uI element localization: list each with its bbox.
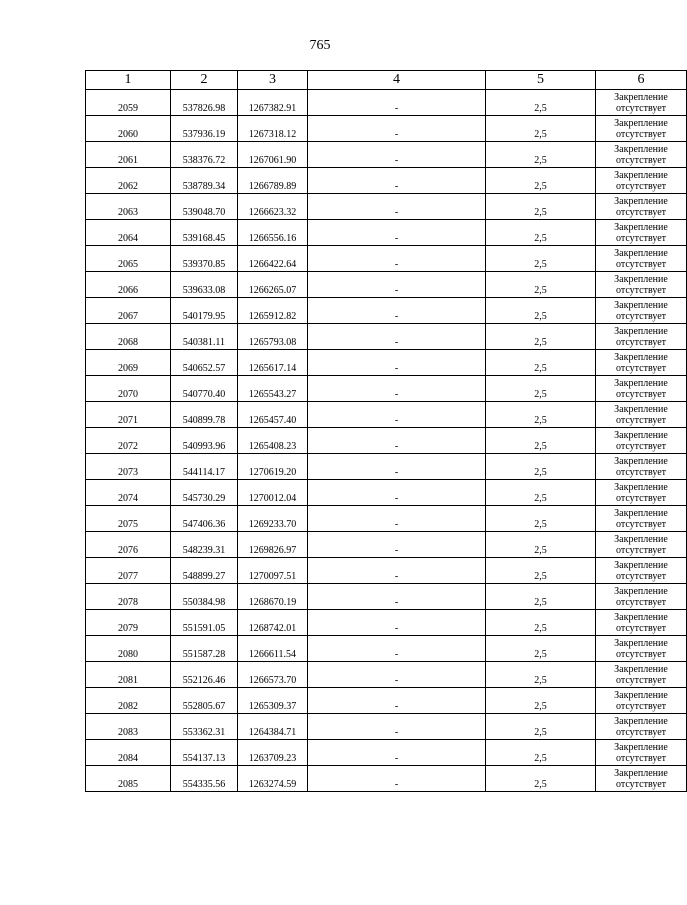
x-coordinate-cell: 551591.05 [171,610,238,636]
y-coordinate-cell: 1266422.64 [238,246,308,272]
y-coordinate-cell: 1270012.04 [238,480,308,506]
y-coordinate-cell: 1270097.51 [238,558,308,584]
y-coordinate-cell: 1267382.91 [238,90,308,116]
column-5-cell: 2,5 [486,636,596,662]
column-5-cell: 2,5 [486,324,596,350]
fixation-cell: Закрепление отсутствует [596,324,687,350]
column-4-cell: - [308,532,486,558]
column-4-cell: - [308,662,486,688]
column-4-cell: - [308,558,486,584]
fixation-cell: Закрепление отсутствует [596,350,687,376]
x-coordinate-cell: 539633.08 [171,272,238,298]
column-5-cell: 2,5 [486,428,596,454]
column-4-cell: - [308,480,486,506]
column-4-cell: - [308,350,486,376]
point-number-cell: 2084 [86,740,171,766]
x-coordinate-cell: 540179.95 [171,298,238,324]
point-number-cell: 2081 [86,662,171,688]
x-coordinate-cell: 539048.70 [171,194,238,220]
y-coordinate-cell: 1264384.71 [238,714,308,740]
point-number-cell: 2066 [86,272,171,298]
column-5-cell: 2,5 [486,90,596,116]
y-coordinate-cell: 1267061.90 [238,142,308,168]
x-coordinate-cell: 540652.57 [171,350,238,376]
column-header: 2 [171,71,238,90]
column-header: 6 [596,71,687,90]
column-header: 5 [486,71,596,90]
table-row [86,246,687,272]
table-row [86,740,687,766]
point-number-cell: 2071 [86,402,171,428]
fixation-cell: Закрепление отсутствует [596,194,687,220]
column-5-cell: 2,5 [486,506,596,532]
column-4-cell: - [308,194,486,220]
table-header-row [86,71,687,90]
table-row [86,610,687,636]
x-coordinate-cell: 551587.28 [171,636,238,662]
y-coordinate-cell: 1266573.70 [238,662,308,688]
y-coordinate-cell: 1268742.01 [238,610,308,636]
column-header: 1 [86,71,171,90]
column-5-cell: 2,5 [486,480,596,506]
column-header: 3 [238,71,308,90]
fixation-cell: Закрепление отсутствует [596,532,687,558]
column-5-cell: 2,5 [486,194,596,220]
y-coordinate-cell: 1265457.40 [238,402,308,428]
column-5-cell: 2,5 [486,402,596,428]
column-4-cell: - [308,90,486,116]
column-4-cell: - [308,636,486,662]
column-4-cell: - [308,506,486,532]
x-coordinate-cell: 538376.72 [171,142,238,168]
column-5-cell: 2,5 [486,714,596,740]
point-number-cell: 2064 [86,220,171,246]
column-5-cell: 2,5 [486,740,596,766]
fixation-cell: Закрепление отсутствует [596,272,687,298]
column-5-cell: 2,5 [486,454,596,480]
column-5-cell: 2,5 [486,584,596,610]
x-coordinate-cell: 540381.11 [171,324,238,350]
table-row [86,688,687,714]
table-row [86,454,687,480]
column-5-cell: 2,5 [486,116,596,142]
point-number-cell: 2077 [86,558,171,584]
y-coordinate-cell: 1267318.12 [238,116,308,142]
y-coordinate-cell: 1266556.16 [238,220,308,246]
column-5-cell: 2,5 [486,350,596,376]
x-coordinate-cell: 547406.36 [171,506,238,532]
point-number-cell: 2065 [86,246,171,272]
table-row [86,506,687,532]
point-number-cell: 2082 [86,688,171,714]
column-4-cell: - [308,584,486,610]
fixation-cell: Закрепление отсутствует [596,454,687,480]
fixation-cell: Закрепление отсутствует [596,116,687,142]
fixation-cell: Закрепление отсутствует [596,610,687,636]
table-row [86,324,687,350]
x-coordinate-cell: 537826.98 [171,90,238,116]
point-number-cell: 2073 [86,454,171,480]
table-row [86,766,687,792]
column-5-cell: 2,5 [486,662,596,688]
point-number-cell: 2083 [86,714,171,740]
x-coordinate-cell: 539168.45 [171,220,238,246]
y-coordinate-cell: 1266623.32 [238,194,308,220]
fixation-cell: Закрепление отсутствует [596,220,687,246]
column-4-cell: - [308,272,486,298]
column-4-cell: - [308,324,486,350]
column-4-cell: - [308,220,486,246]
point-number-cell: 2068 [86,324,171,350]
table-row [86,558,687,584]
x-coordinate-cell: 552805.67 [171,688,238,714]
column-4-cell: - [308,298,486,324]
fixation-cell: Закрепление отсутствует [596,428,687,454]
x-coordinate-cell: 540993.96 [171,428,238,454]
fixation-cell: Закрепление отсутствует [596,246,687,272]
x-coordinate-cell: 550384.98 [171,584,238,610]
point-number-cell: 2063 [86,194,171,220]
y-coordinate-cell: 1265793.08 [238,324,308,350]
fixation-cell: Закрепление отсутствует [596,558,687,584]
y-coordinate-cell: 1266611.54 [238,636,308,662]
point-number-cell: 2079 [86,610,171,636]
x-coordinate-cell: 538789.34 [171,168,238,194]
x-coordinate-cell: 537936.19 [171,116,238,142]
table-row [86,220,687,246]
x-coordinate-cell: 554335.56 [171,766,238,792]
fixation-cell: Закрепление отсутствует [596,714,687,740]
x-coordinate-cell: 540770.40 [171,376,238,402]
column-4-cell: - [308,168,486,194]
y-coordinate-cell: 1269826.97 [238,532,308,558]
point-number-cell: 2085 [86,766,171,792]
point-number-cell: 2072 [86,428,171,454]
y-coordinate-cell: 1269233.70 [238,506,308,532]
column-5-cell: 2,5 [486,246,596,272]
column-4-cell: - [308,766,486,792]
point-number-cell: 2062 [86,168,171,194]
column-4-cell: - [308,376,486,402]
y-coordinate-cell: 1265408.23 [238,428,308,454]
column-4-cell: - [308,740,486,766]
point-number-cell: 2069 [86,350,171,376]
column-4-cell: - [308,116,486,142]
fixation-cell: Закрепление отсутствует [596,740,687,766]
column-4-cell: - [308,142,486,168]
point-number-cell: 2070 [86,376,171,402]
table-row [86,350,687,376]
column-5-cell: 2,5 [486,610,596,636]
point-number-cell: 2060 [86,116,171,142]
x-coordinate-cell: 548239.31 [171,532,238,558]
fixation-cell: Закрепление отсутствует [596,90,687,116]
column-header: 4 [308,71,486,90]
fixation-cell: Закрепление отсутствует [596,480,687,506]
point-number-cell: 2061 [86,142,171,168]
column-5-cell: 2,5 [486,688,596,714]
table-row [86,272,687,298]
y-coordinate-cell: 1268670.19 [238,584,308,610]
column-5-cell: 2,5 [486,142,596,168]
column-4-cell: - [308,610,486,636]
table-row [86,116,687,142]
y-coordinate-cell: 1265912.82 [238,298,308,324]
x-coordinate-cell: 539370.85 [171,246,238,272]
table-body [86,90,687,792]
y-coordinate-cell: 1266789.89 [238,168,308,194]
x-coordinate-cell: 544114.17 [171,454,238,480]
column-5-cell: 2,5 [486,558,596,584]
table-row [86,662,687,688]
table-row [86,480,687,506]
table-row [86,376,687,402]
table-row [86,636,687,662]
table-row [86,584,687,610]
x-coordinate-cell: 548899.27 [171,558,238,584]
fixation-cell: Закрепление отсутствует [596,662,687,688]
table-row [86,298,687,324]
x-coordinate-cell: 540899.78 [171,402,238,428]
coordinates-table [85,70,687,792]
table-row [86,168,687,194]
point-number-cell: 2076 [86,532,171,558]
point-number-cell: 2075 [86,506,171,532]
page-number: 765 [309,38,331,53]
table-row [86,402,687,428]
column-5-cell: 2,5 [486,272,596,298]
point-number-cell: 2080 [86,636,171,662]
fixation-cell: Закрепление отсутствует [596,142,687,168]
point-number-cell: 2059 [86,90,171,116]
fixation-cell: Закрепление отсутствует [596,298,687,324]
column-4-cell: - [308,714,486,740]
y-coordinate-cell: 1263709.23 [238,740,308,766]
y-coordinate-cell: 1266265.07 [238,272,308,298]
point-number-cell: 2074 [86,480,171,506]
column-4-cell: - [308,402,486,428]
fixation-cell: Закрепление отсутствует [596,376,687,402]
x-coordinate-cell: 545730.29 [171,480,238,506]
fixation-cell: Закрепление отсутствует [596,168,687,194]
column-5-cell: 2,5 [486,168,596,194]
column-5-cell: 2,5 [486,220,596,246]
fixation-cell: Закрепление отсутствует [596,506,687,532]
table-row [86,532,687,558]
table-row [86,142,687,168]
y-coordinate-cell: 1270619.20 [238,454,308,480]
y-coordinate-cell: 1265309.37 [238,688,308,714]
table-row [86,714,687,740]
column-4-cell: - [308,688,486,714]
column-4-cell: - [308,428,486,454]
column-5-cell: 2,5 [486,298,596,324]
x-coordinate-cell: 552126.46 [171,662,238,688]
x-coordinate-cell: 554137.13 [171,740,238,766]
column-5-cell: 2,5 [486,532,596,558]
column-4-cell: - [308,454,486,480]
fixation-cell: Закрепление отсутствует [596,402,687,428]
fixation-cell: Закрепление отсутствует [596,766,687,792]
table-row [86,428,687,454]
column-4-cell: - [308,246,486,272]
fixation-cell: Закрепление отсутствует [596,584,687,610]
table-row [86,194,687,220]
y-coordinate-cell: 1265543.27 [238,376,308,402]
point-number-cell: 2078 [86,584,171,610]
fixation-cell: Закрепление отсутствует [596,688,687,714]
column-5-cell: 2,5 [486,376,596,402]
x-coordinate-cell: 553362.31 [171,714,238,740]
table-row [86,90,687,116]
y-coordinate-cell: 1263274.59 [238,766,308,792]
point-number-cell: 2067 [86,298,171,324]
column-5-cell: 2,5 [486,766,596,792]
fixation-cell: Закрепление отсутствует [596,636,687,662]
y-coordinate-cell: 1265617.14 [238,350,308,376]
